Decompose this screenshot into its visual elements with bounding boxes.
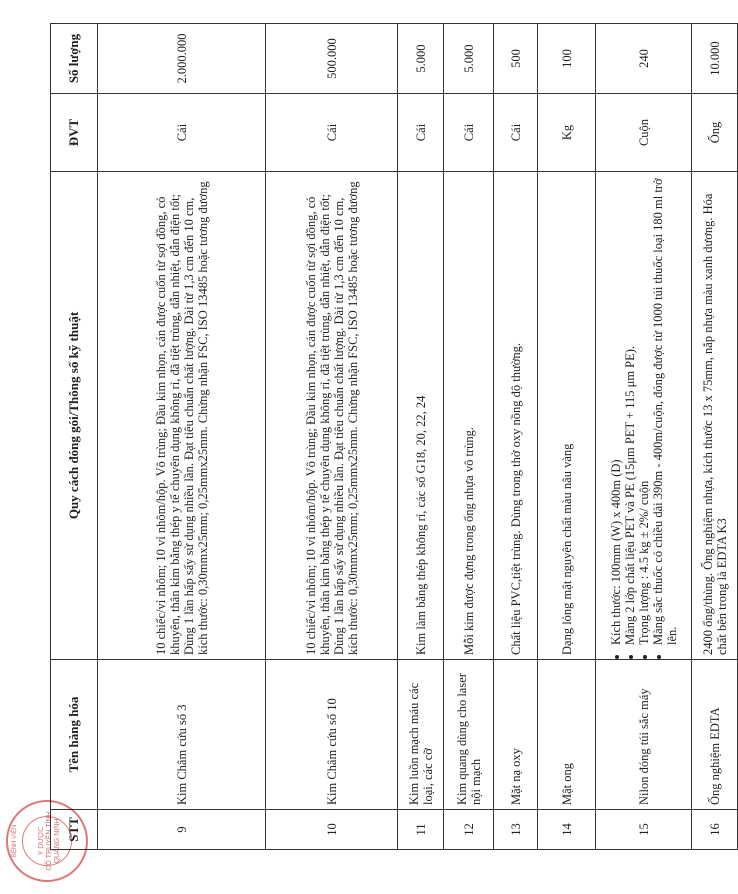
- table-row: [444, 24, 494, 850]
- table-row: [98, 24, 266, 850]
- table-row: [494, 24, 538, 850]
- cell-name: Nilon đóng túi sắc máy: [596, 660, 692, 810]
- cell-spec: 10 chiếc/vỉ nhôm; 10 vỉ nhôm/hộp. Vô trùng; Đầu kim nhọn, cán được cuốn từ sợi đồng, có khuyên, thân kim bằng thép y tế chuyên dụng không rỉ, đã tiệt trùng, dẫn nhiệt, dẫn điện tốt; Dùng 1 lần hấp sấy sử dụng nhiều lần. Đạt tiêu chuẩn chất lượng. Dài từ 1,3 cm đến 10 cm, kích thước: 0,30mmx25mm; 0,25mmx25mm. Chứng nhận FSC, ISO 13485 hoặc tương đương: [266, 172, 398, 660]
- cell-spec: 10 chiếc/vỉ nhôm; 10 vỉ nhôm/hộp. Vô trùng; Đầu kim nhọn, cán được cuốn từ sợi đồng, có khuyên, thân kim bằng thép y tế chuyên dụng không rỉ, đã tiệt trùng, dẫn nhiệt, dẫn điện tốt; Dùng 1 lần hấp sấy sử dụng nhiều lần. Đạt tiêu chuẩn chất lượng. Dài từ 1,3 cm đến 10 cm, kích thước: 0,30mmx25mm; 0,25mmx25mm. Chứng nhận FSC, ISO 13485 hoặc tương đương: [98, 172, 266, 660]
- goods-table: [50, 23, 738, 850]
- table-row: [398, 24, 444, 850]
- header-unit: ĐVT: [51, 94, 98, 172]
- list-item: • Trọng lượng : 4.5 kg ± 2%/ cuộn: [637, 176, 651, 645]
- list-item: • Màng sắc thuốc có chiều dài 390m - 400m/cuộn, đóng được từ 1000 túi thuốc loại 180 ml trở lên.: [651, 176, 679, 645]
- cell-stt: 15: [596, 810, 692, 850]
- cell-unit: Cuộn: [596, 94, 692, 172]
- cell-unit: Cái: [98, 94, 266, 172]
- table-row: [538, 24, 596, 850]
- cell-qty: 2.000.000: [98, 24, 266, 94]
- cell-name: Kim luồn mạch máu các loại, các cỡ: [398, 660, 444, 810]
- cell-spec: Kim làm bằng thép không rỉ, các số G18, 20, 22, 24: [398, 172, 444, 660]
- cell-unit: Cái: [266, 94, 398, 172]
- cell-stt: 16: [692, 810, 738, 850]
- table-row: [692, 24, 738, 850]
- list-item: • Màng 2 lớp chất liệu PET và PE (15μm PET + 115 μm PE).: [623, 176, 637, 645]
- table-row: [266, 24, 398, 850]
- header-qty: Số lượng: [51, 24, 98, 94]
- cell-unit: Cái: [444, 94, 494, 172]
- cell-name: Mặt nạ oxy: [494, 660, 538, 810]
- cell-spec: Mỗi kim được đựng trong ống nhựa vô trùng.: [444, 172, 494, 660]
- stamp-line: QUẢNG NINH: [54, 818, 61, 864]
- cell-qty: 240: [596, 24, 692, 94]
- cell-stt: 13: [494, 810, 538, 850]
- stamp-line: CỔ TRUYỀN TỈNH: [46, 811, 53, 871]
- cell-unit: Kg: [538, 94, 596, 172]
- header-stt: STT: [51, 810, 98, 850]
- cell-spec: Chất liệu PVC,tiệt trùng. Dùng trong thở oxy nồng độ thường.: [494, 172, 538, 660]
- table-header-row: [51, 24, 98, 850]
- header-name: Tên hàng hóa: [51, 660, 98, 810]
- cell-spec: 2400 ống/thùng. Ống nghiệm nhựa, kích thước 13 x 75mm, nắp nhựa màu xanh dương. Hóa chất bên trong là EDTA K3: [692, 172, 738, 660]
- stamp-text-top: BỆNH VIỆN: [12, 824, 18, 858]
- cell-name: Mật ong: [538, 660, 596, 810]
- cell-unit: Cái: [398, 94, 444, 172]
- cell-qty: 500.000: [266, 24, 398, 94]
- cell-unit: Ống: [692, 94, 738, 172]
- list-item: • Kích thước: 100mm (W) x 400m (D): [609, 176, 623, 645]
- cell-stt: 14: [538, 810, 596, 850]
- cell-stt: 12: [444, 810, 494, 850]
- cell-qty: 500: [494, 24, 538, 94]
- stamp-line: Y DƯỢC: [38, 826, 45, 856]
- cell-name: Kim Châm cứu số 3: [98, 660, 266, 810]
- cell-stt: 10: [266, 810, 398, 850]
- cell-qty: 5.000: [398, 24, 444, 94]
- cell-stt: 9: [98, 810, 266, 850]
- cell-stt: 11: [398, 810, 444, 850]
- cell-qty: 5.000: [444, 24, 494, 94]
- spec-bullet-list: [609, 176, 679, 655]
- cell-spec: Dạng lỏng mật nguyên chất màu nâu vàng: [538, 172, 596, 660]
- cell-name: Kim quang dùng cho laser nội mạch: [444, 660, 494, 810]
- cell-name: Kim Châm cứu số 10: [266, 660, 398, 810]
- cell-spec: [596, 172, 692, 660]
- cell-qty: 10.000: [692, 24, 738, 94]
- cell-qty: 100: [538, 24, 596, 94]
- cell-unit: Cái: [494, 94, 538, 172]
- header-spec: Quy cách đóng gói/Thông số kỹ thuật: [51, 172, 98, 660]
- cell-name: Ống nghiệm EDTA: [692, 660, 738, 810]
- table-row: [596, 24, 692, 850]
